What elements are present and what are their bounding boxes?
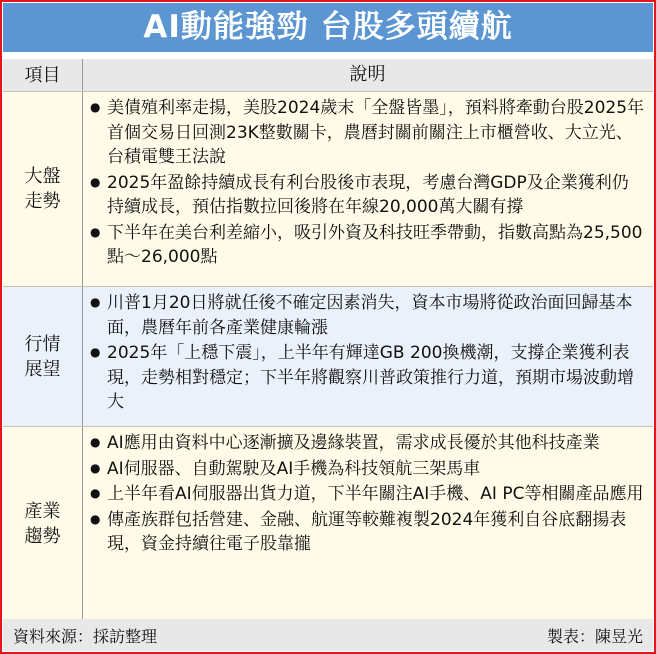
table-row xyxy=(3,92,653,287)
bullet-item: ● AI應用由資料中心逐漸擴及邊緣裝置，需求成長優於其他科技產業 xyxy=(90,430,645,456)
row-label-text: 行情 展望 xyxy=(24,333,61,380)
table-header xyxy=(3,59,653,92)
header-item: 項目 xyxy=(3,59,83,91)
author-credit: 製表：陳昱光 xyxy=(546,626,643,646)
row-description xyxy=(83,92,653,286)
footer xyxy=(3,619,653,651)
bullet-item: ● 上半年看AI伺服器出貨力道，下半年關注AI手機、AI PC等相關產品應用 xyxy=(90,481,645,507)
bullet-item: ● AI伺服器、自動駕駛及AI手機為科技領航三架馬車 xyxy=(90,456,645,482)
bullet-item: ● 川普1月20日將就任後不確定因素消失，資本市場將從政治面回歸基本面，農曆年前各產業健康輪漲 xyxy=(90,290,645,340)
info-table xyxy=(3,59,653,622)
source-credit: 資料來源：採訪整理 xyxy=(13,626,158,646)
bullet-item: ● 2025年「上穩下震」，上半年有輝達GB 200換機潮，支撐企業獲利表現，走勢相對穩定；下半年將觀察川普政策推行力道，預期市場波動增大 xyxy=(90,340,645,415)
row-label-text: 大盤 走勢 xyxy=(24,166,61,212)
bullet-item: ● 2025年盈餘持續成長有利台股後市表現，考慮台灣GDP及企業獲利仍持續成長，預估指數拉回後將在年線20,000萬大關有撐 xyxy=(90,170,645,220)
row-label xyxy=(3,427,83,621)
header-description: 說明 xyxy=(349,63,386,85)
row-description xyxy=(83,427,653,621)
row-description xyxy=(83,287,653,426)
row-label-text: 產業 趨勢 xyxy=(24,501,61,547)
bullet-item: ● 美債殖利率走揚，美股2024歲末「全盤皆墨」，預料將牽動台股2025年首個交易日回測23K整數關卡，農曆封關前關注上市櫃營收、大立光、台積電雙王法說 xyxy=(90,95,645,170)
table-row xyxy=(3,287,653,427)
table-row xyxy=(3,427,653,622)
infographic-title: AI動能強勁 台股多頭續航 xyxy=(3,3,653,52)
row-label xyxy=(3,287,83,426)
row-label xyxy=(3,92,83,286)
bullet-item: ● 傳產族群包括營建、金融、航運等較難複製2024年獲利自谷底翻揚表現，資金持續往電子股靠攏 xyxy=(90,507,645,557)
bullet-item: ● 下半年在美台利差縮小，吸引外資及科技旺季帶動，指數高點為25,500點～26,000點 xyxy=(90,220,645,270)
